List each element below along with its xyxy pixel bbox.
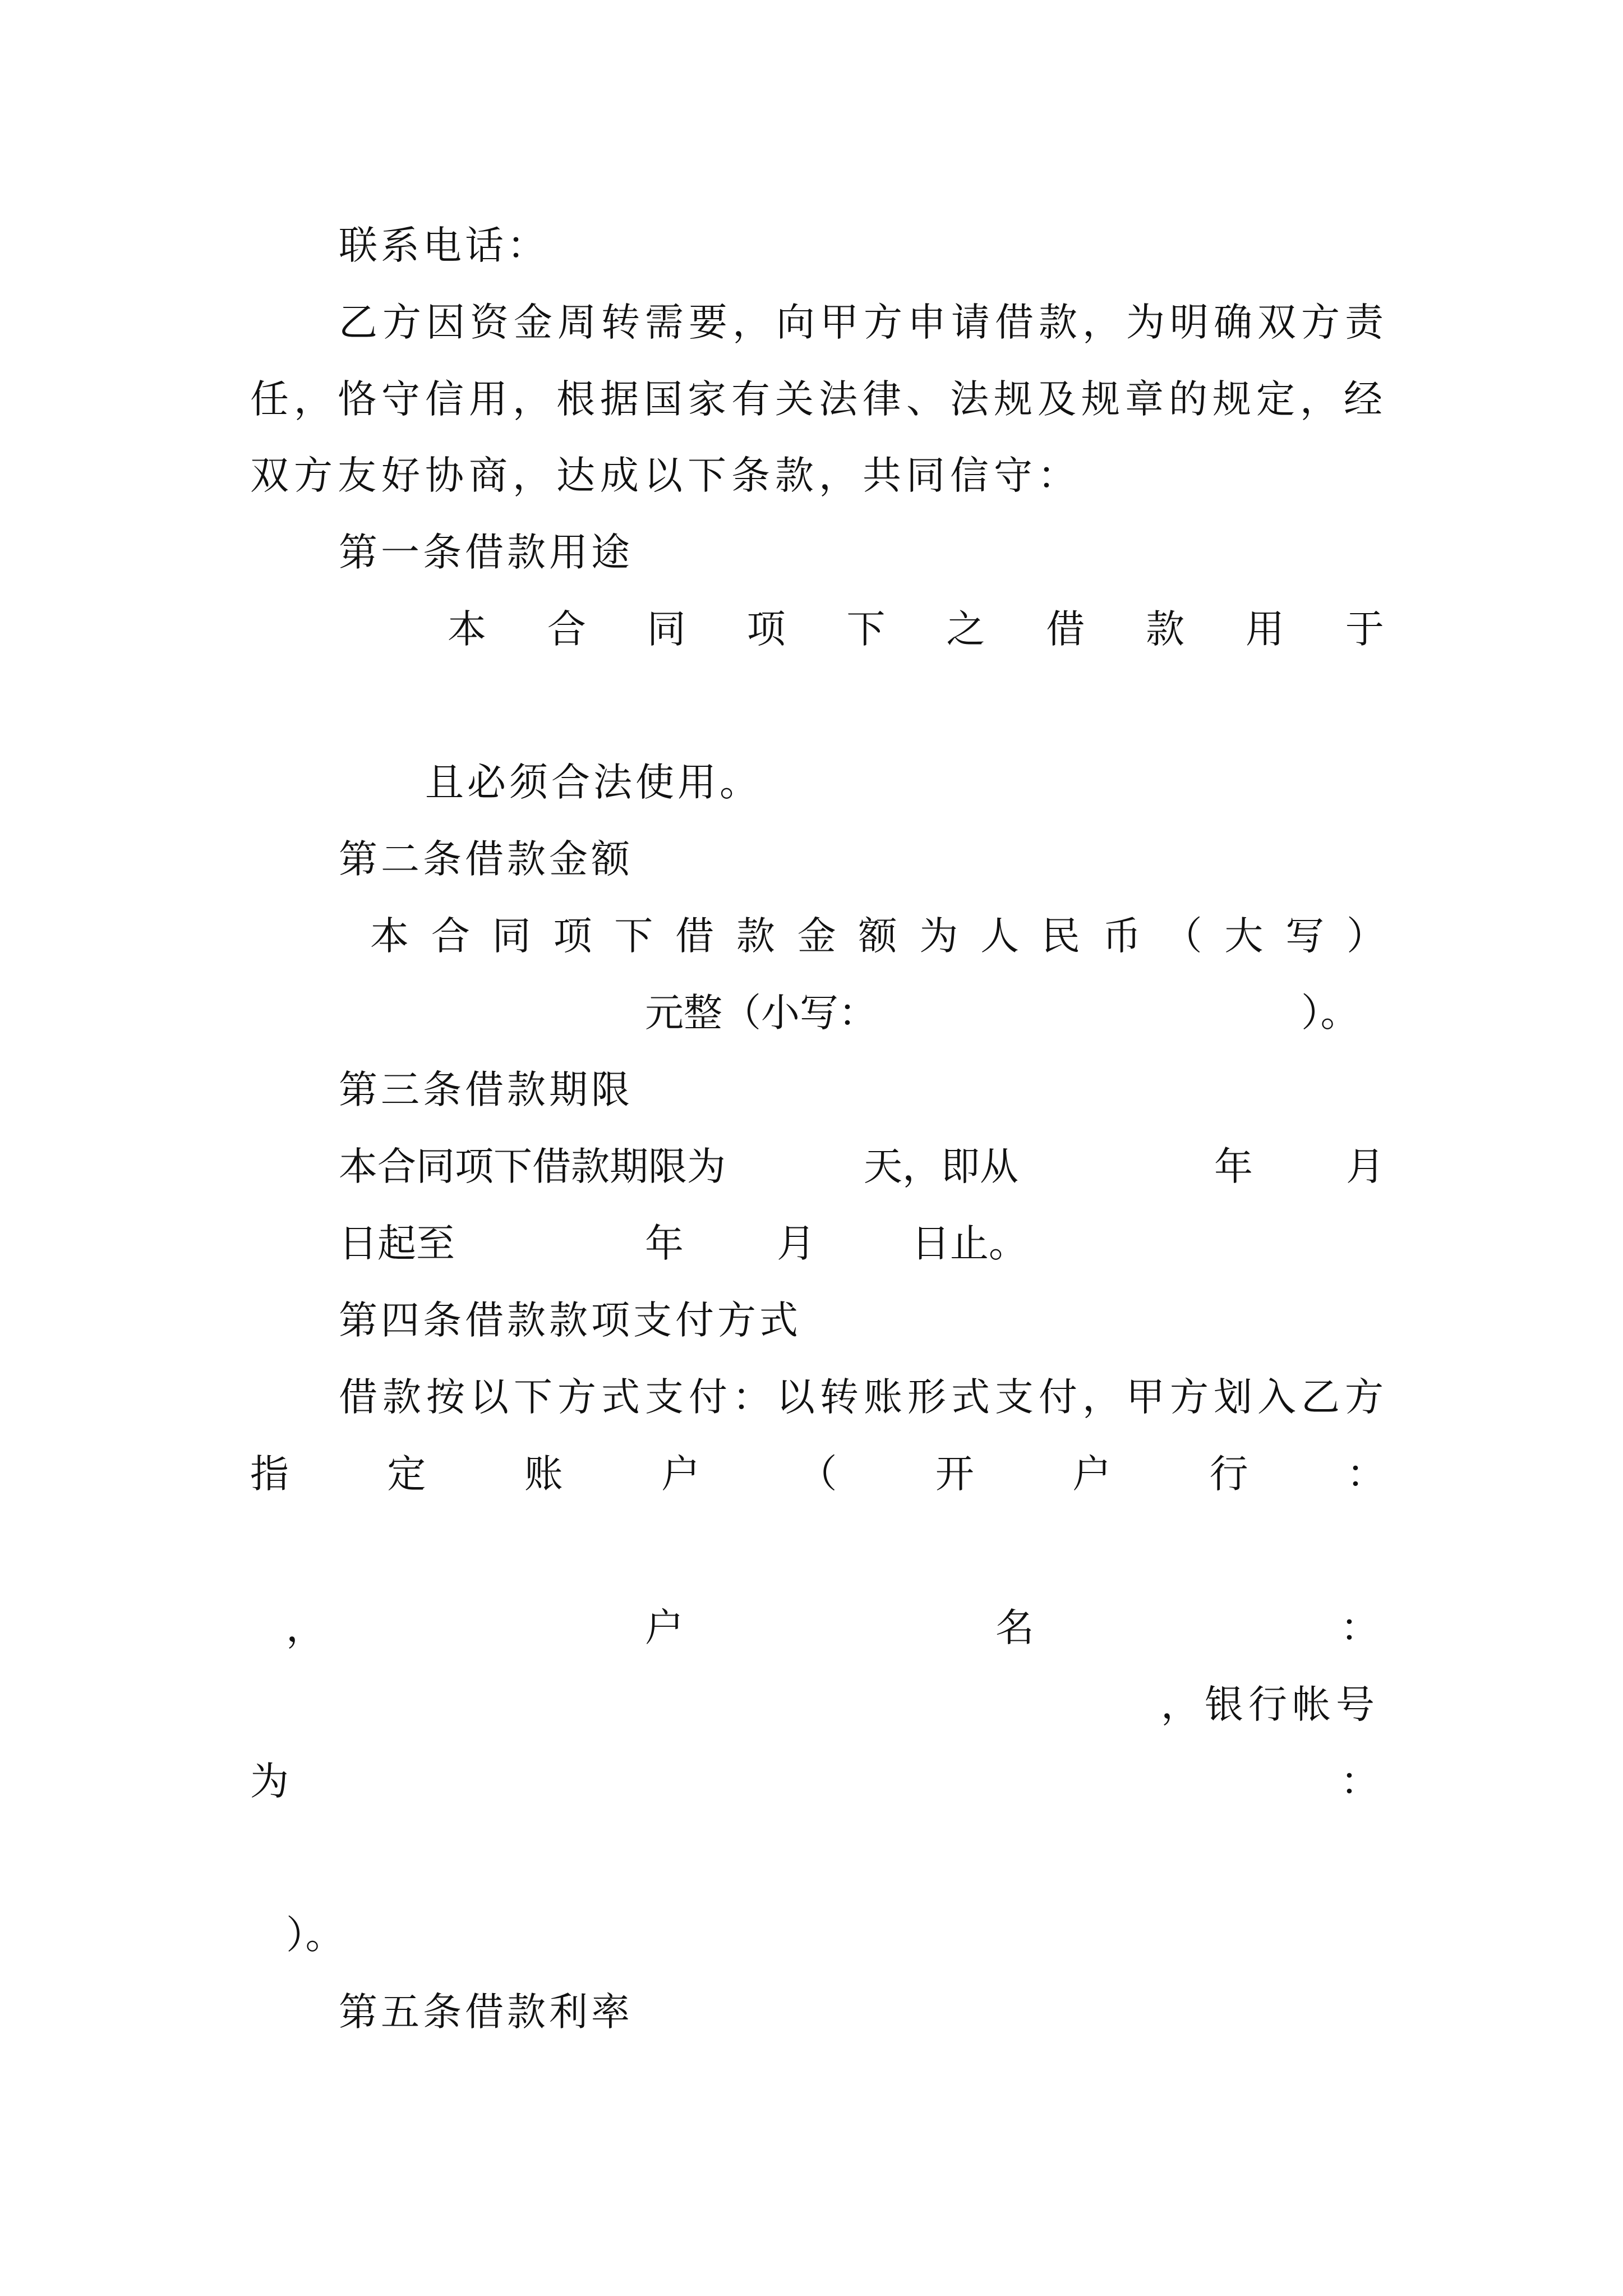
account-char: 户	[1072, 1452, 1112, 1497]
purpose-char: 款	[1146, 607, 1185, 652]
account-char: 开	[935, 1452, 974, 1497]
account-char: 定	[387, 1452, 426, 1497]
holder-label-2: 名	[995, 1605, 1034, 1650]
term-end-day: 日止。	[911, 1221, 1027, 1266]
amount-char: （	[1163, 914, 1202, 959]
amount-char: 为	[919, 914, 958, 959]
account-number-colon: ：	[1340, 1759, 1379, 1804]
purpose-char: 项	[746, 607, 786, 652]
account-closing: ）。	[286, 1913, 344, 1958]
purpose-char: 合	[547, 607, 586, 652]
payment-line: 借款按以下方式支付：以转账形式支付，甲方划入乙方	[339, 1375, 1389, 1420]
term-from-day: 日起至	[339, 1221, 455, 1266]
holder-comma: ，	[286, 1605, 325, 1650]
article2-heading: 第二条借款金额	[339, 837, 633, 882]
account-char: 行	[1209, 1452, 1248, 1497]
term-end-year: 年	[645, 1221, 684, 1266]
account-char: （	[798, 1452, 837, 1497]
intro-line-1: 乙方因资金周转需要，向甲方申请借款，为明确双方责	[339, 300, 1389, 345]
amount-char: 项	[553, 914, 592, 959]
article1-purpose-line	[448, 607, 1384, 652]
account-char: 户	[661, 1452, 700, 1497]
amount-char: 本	[370, 914, 409, 959]
amount-char: 额	[858, 914, 897, 959]
amount-char: 写	[1285, 914, 1325, 959]
amount-char: 大	[1224, 914, 1264, 959]
term-days: 天，即从	[864, 1144, 1018, 1189]
designated-account-line	[250, 1452, 1385, 1497]
holder-colon: ：	[1340, 1605, 1379, 1650]
purpose-char: 本	[448, 607, 486, 652]
account-char: 账	[524, 1452, 563, 1497]
purpose-char: 于	[1345, 607, 1384, 652]
amount-char: 借	[675, 914, 714, 959]
account-char: 指	[250, 1452, 289, 1497]
term-start-year: 年	[1214, 1144, 1253, 1189]
amount-char: 下	[614, 914, 653, 959]
amount-char: 民	[1041, 914, 1080, 959]
purpose-char: 借	[1046, 607, 1085, 652]
amount-char: ）	[1347, 914, 1385, 959]
amount-char: 合	[431, 914, 470, 959]
amount-char: 金	[797, 914, 836, 959]
article1-lawful-use: 且必须合法使用。	[425, 760, 762, 805]
term-end-month: 月	[777, 1221, 815, 1266]
intro-line-3: 双方友好协商，达成以下条款，共同信守：	[250, 453, 1081, 498]
article3-heading: 第三条借款期限	[339, 1068, 633, 1112]
intro-line-2: 任，恪守信用，根据国家有关法律、法规及规章的规定，经	[250, 377, 1387, 422]
article2-amount-line	[370, 914, 1385, 959]
amount-small-suffix: ）。	[1301, 991, 1359, 1036]
amount-char: 款	[736, 914, 775, 959]
account-char: ：	[1347, 1452, 1385, 1497]
article1-heading: 第一条借款用途	[339, 530, 633, 575]
purpose-char: 同	[647, 607, 686, 652]
amount-char: 人	[980, 914, 1020, 959]
amount-char: 币	[1102, 914, 1141, 959]
purpose-char: 用	[1246, 607, 1284, 652]
purpose-char: 之	[946, 607, 985, 652]
article4-heading: 第四条借款款项支付方式	[339, 1298, 801, 1343]
contact-phone-label: 联系电话：	[339, 223, 549, 268]
holder-label-1: 户	[645, 1605, 684, 1650]
article5-heading: 第五条借款利率	[339, 1990, 633, 2035]
purpose-char: 下	[846, 607, 886, 652]
amount-char: 同	[492, 914, 531, 959]
wei-label: 为	[250, 1759, 289, 1804]
bank-account-label: ，银行帐号	[1161, 1682, 1380, 1727]
amount-small-prefix: 元整（小写：	[645, 991, 877, 1036]
term-prefix: 本合同项下借款期限为	[339, 1144, 726, 1189]
term-start-month: 月	[1346, 1144, 1385, 1189]
